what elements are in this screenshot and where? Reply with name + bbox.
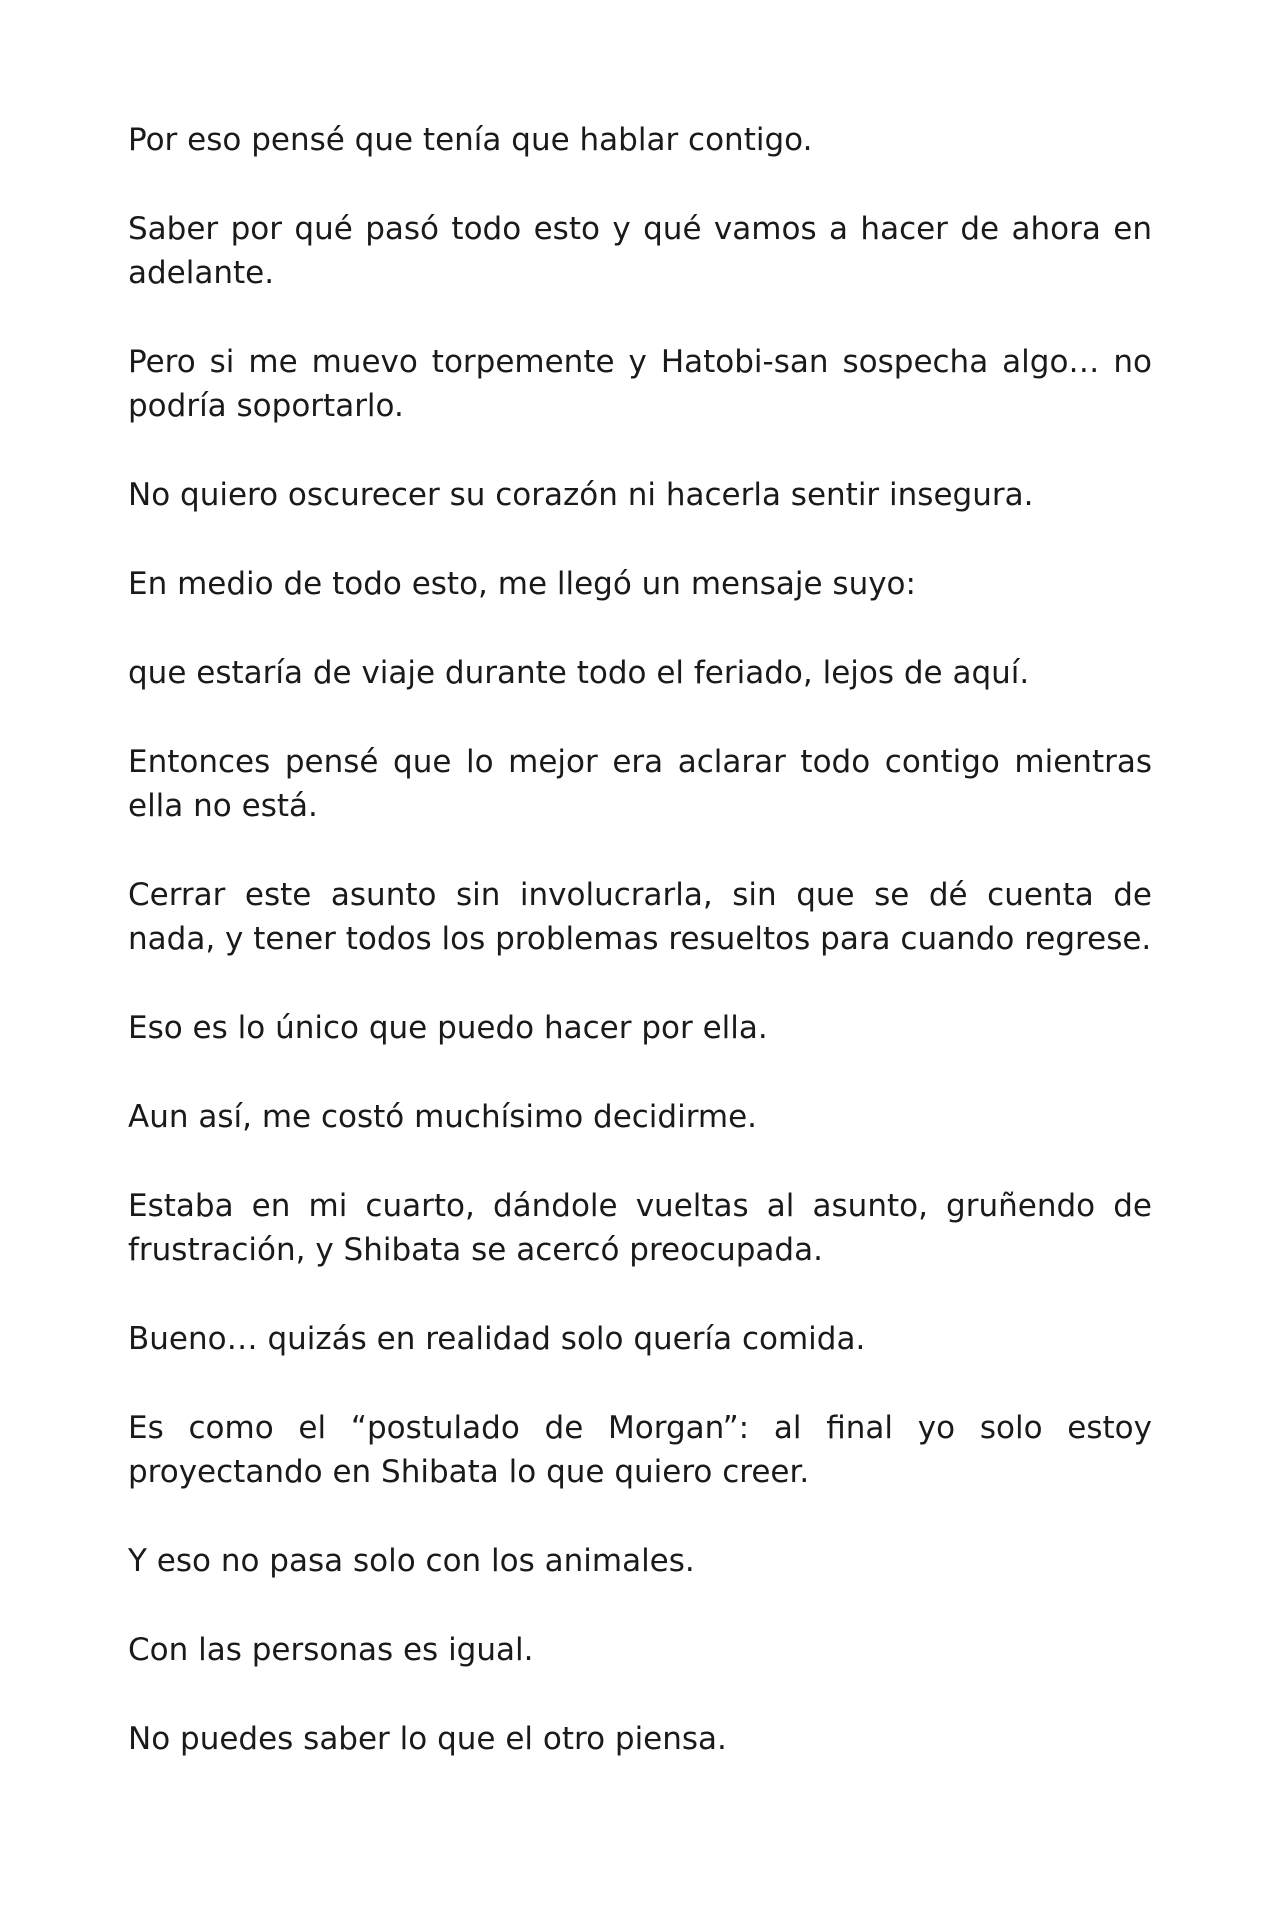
document-page	[128, 118, 1152, 1806]
paragraph: Eso es lo único que puedo hacer por ella.	[128, 1010, 768, 1046]
paragraph: Estaba en mi cuarto, dándole vueltas al asunto, gruñendo de frustración, y Shibata se acercó preocupada.	[128, 1188, 1152, 1268]
paragraph: Pero si me muevo torpemente y Hatobi-san sospecha algo… no podría soportarlo.	[128, 344, 1152, 424]
paragraph: Por eso pensé que tenía que hablar contigo.	[128, 122, 813, 158]
paragraph: Aun así, me costó muchísimo decidirme.	[128, 1099, 758, 1135]
paragraph: Entonces pensé que lo mejor era aclarar todo contigo mientras ella no está.	[128, 744, 1152, 824]
paragraph: Bueno… quizás en realidad solo quería comida.	[128, 1321, 866, 1357]
paragraph: Es como el “postulado de Morgan”: al final yo solo estoy proyectando en Shibata lo que quiero creer.	[128, 1410, 1152, 1490]
paragraph: Saber por qué pasó todo esto y qué vamos a hacer de ahora en adelante.	[128, 211, 1152, 291]
paragraph: Y eso no pasa solo con los animales.	[128, 1543, 695, 1579]
paragraph: No quiero oscurecer su corazón ni hacerla sentir insegura.	[128, 477, 1034, 513]
paragraph: Cerrar este asunto sin involucrarla, sin que se dé cuenta de nada, y tener todos los problemas resueltos para cuando regrese.	[128, 877, 1152, 957]
paragraph: Con las personas es igual.	[128, 1632, 534, 1668]
paragraph: En medio de todo esto, me llegó un mensaje suyo:	[128, 566, 916, 602]
paragraph: que estaría de viaje durante todo el feriado, lejos de aquí.	[128, 655, 1030, 691]
paragraph: No puedes saber lo que el otro piensa.	[128, 1721, 727, 1757]
